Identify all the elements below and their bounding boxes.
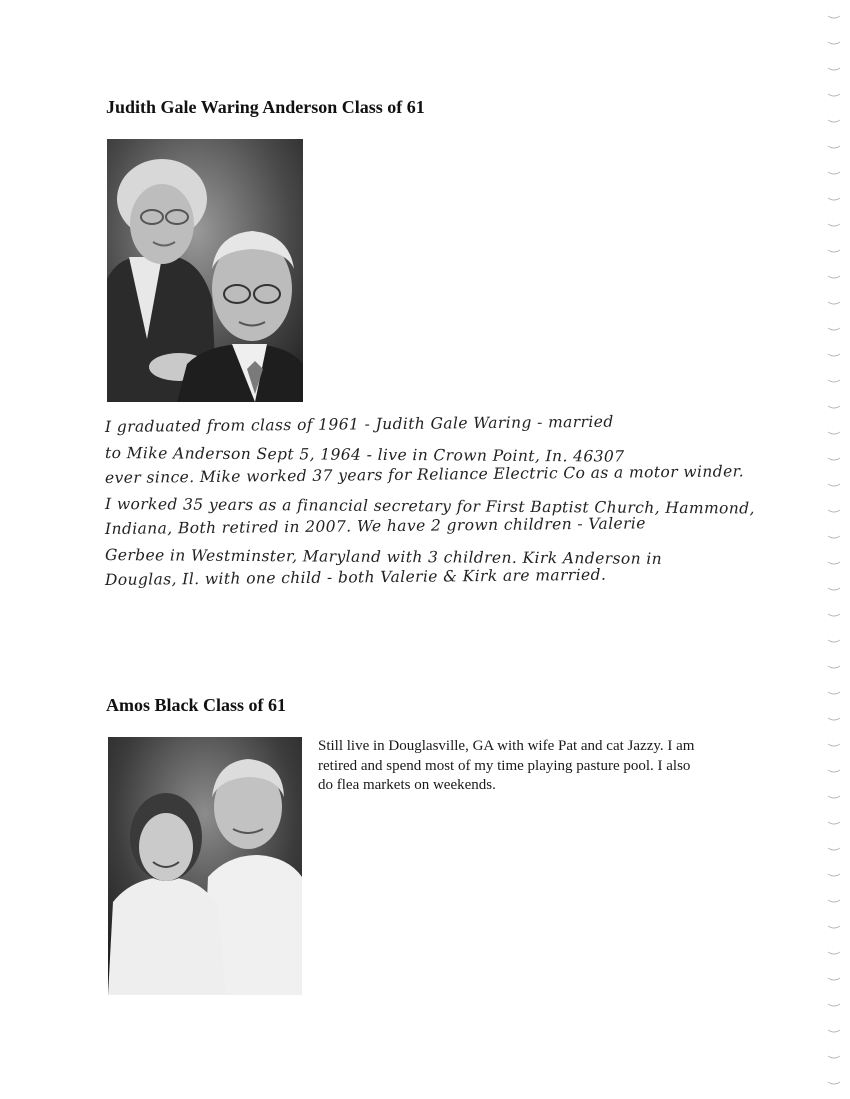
handwritten-line: ever since. Mike worked 37 years for Reliance Electric Co as a motor winder. <box>104 462 745 487</box>
handwritten-line: I worked 35 years as a financial secretary for First Baptist Church, Hammond, <box>104 494 755 518</box>
bio-line: Still live in Douglasville, GA with wife Pat and cat Jazzy. I am <box>318 738 695 754</box>
couple-photo-black <box>108 737 302 995</box>
handwritten-line: Indiana, Both retired in 2007. We have 2 grown children - Valerie <box>104 514 646 538</box>
section1-heading: Judith Gale Waring Anderson Class of 61 <box>106 97 425 117</box>
section2-heading: Amos Black Class of 61 <box>106 695 287 715</box>
handwritten-line: Gerbee in Westminster, Maryland with 3 children. Kirk Anderson in <box>104 545 663 568</box>
handwritten-line: Douglas, Il. with one child - both Valerie & Kirk are married. <box>104 565 607 589</box>
bio-line: do flea markets on weekends. <box>318 777 496 793</box>
section2-bio <box>318 737 748 796</box>
binder-edge-marks <box>824 0 844 1099</box>
couple-photo-anderson <box>107 139 303 402</box>
bio-line: retired and spend most of my time playing pasture pool. I also <box>318 757 691 774</box>
handwritten-line: I graduated from class of 1961 - Judith Gale Waring - married <box>104 412 614 436</box>
handwritten-note <box>104 412 755 594</box>
handwritten-line: to Mike Anderson Sept 5, 1964 - live in Crown Point, In. 46307 <box>104 443 625 466</box>
